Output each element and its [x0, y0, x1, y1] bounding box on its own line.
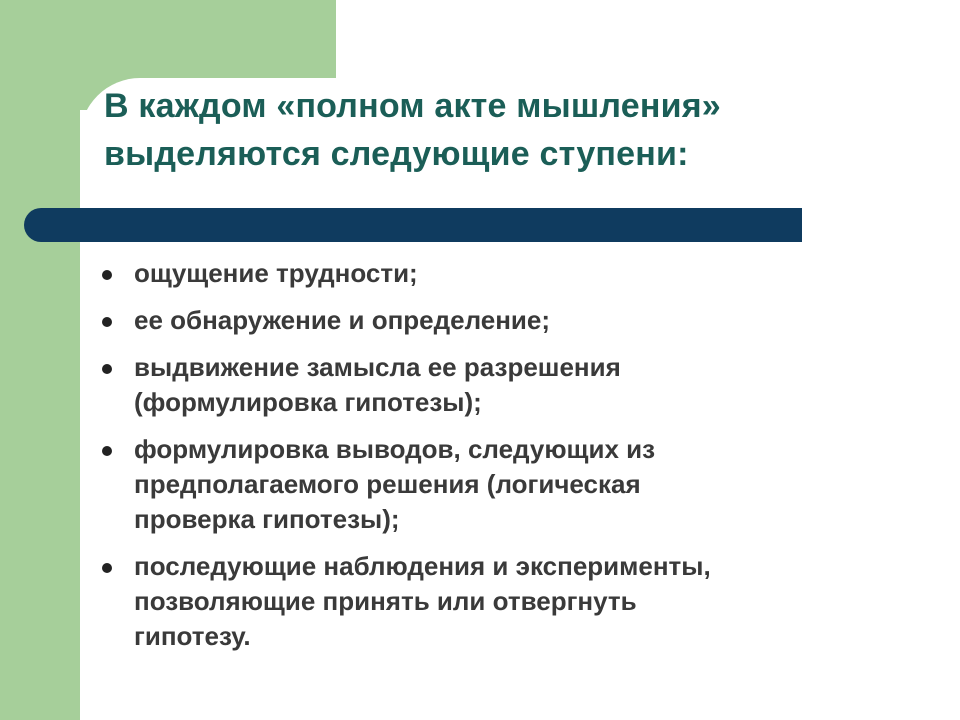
bullet-dot-icon — [102, 364, 112, 374]
slide-title-line-1: В каждом «полном акте мышления» — [104, 87, 721, 125]
bullet-line: последующие наблюдения и эксперименты, — [134, 551, 711, 581]
bullet-item-3 — [100, 350, 880, 420]
bullet-item-4 — [100, 432, 880, 537]
bullet-line: позволяющие принять или отвергнуть — [134, 586, 637, 616]
slide-title — [104, 82, 924, 178]
bullet-item-5 — [100, 549, 880, 654]
bullet-item-1 — [100, 256, 880, 291]
bullet-line: (формулировка гипотезы); — [134, 387, 482, 417]
slide-title-line-2: выделяются следующие ступени: — [104, 135, 689, 173]
bullet-dot-icon — [102, 270, 112, 280]
title-underline-bar — [24, 208, 802, 242]
bullet-line: гипотезу. — [134, 621, 251, 651]
bullet-line: выдвижение замысла ее разрешения — [134, 352, 621, 382]
green-side-band — [0, 0, 80, 720]
bullet-line: формулировка выводов, следующих из — [134, 434, 656, 464]
bullet-list — [100, 256, 880, 666]
bullet-dot-icon — [102, 317, 112, 327]
bullet-line: проверка гипотезы); — [134, 504, 400, 534]
bullet-line: ее обнаружение и определение; — [134, 305, 551, 335]
bullet-dot-icon — [102, 563, 112, 573]
bullet-line: предполагаемого решения (логическая — [134, 469, 641, 499]
bullet-line: ощущение трудности; — [134, 258, 418, 288]
bullet-dot-icon — [102, 446, 112, 456]
bullet-item-2 — [100, 303, 880, 338]
